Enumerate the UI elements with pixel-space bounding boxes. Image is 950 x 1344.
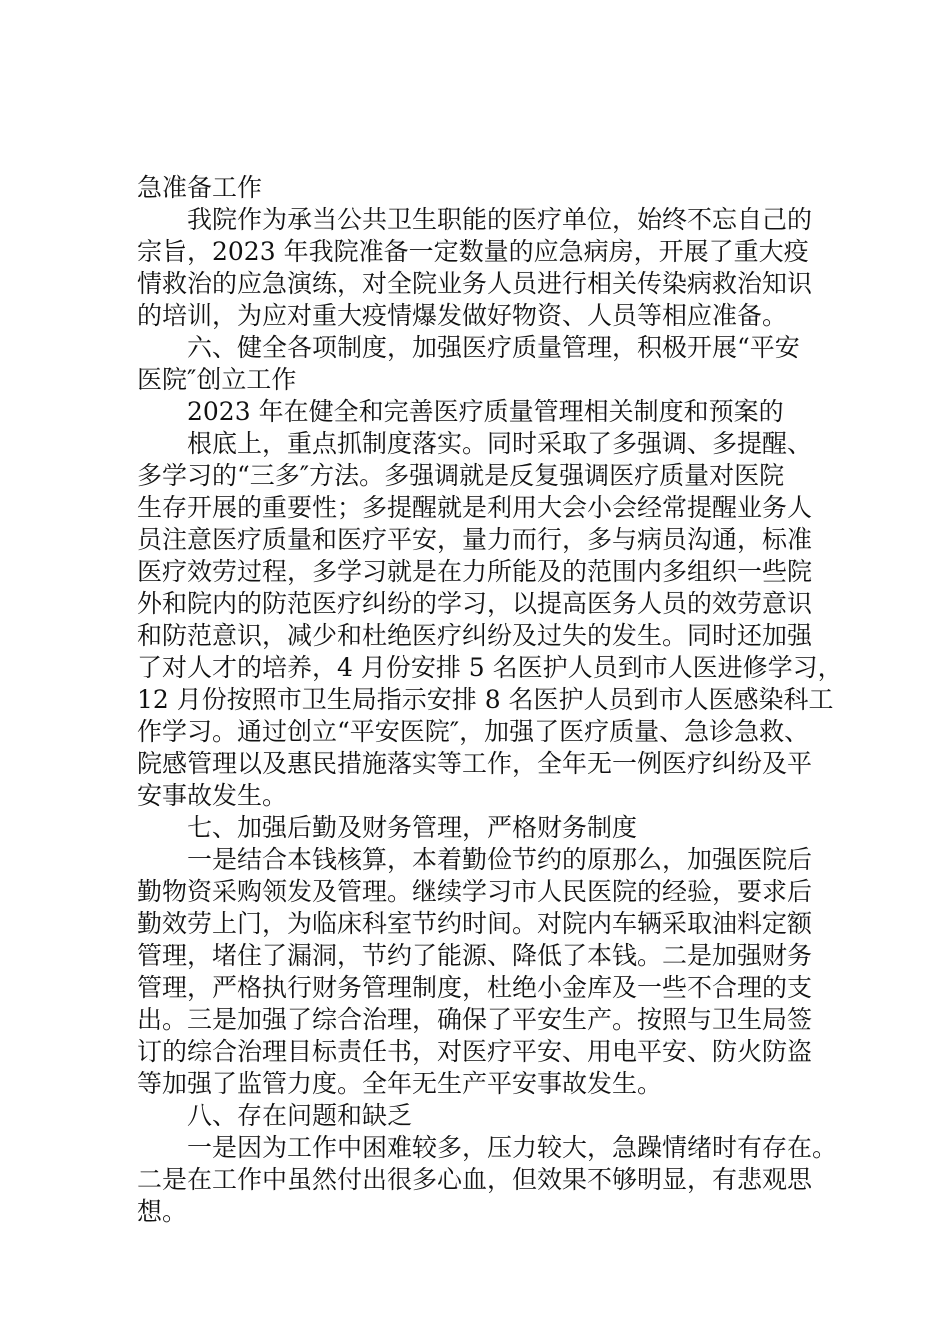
- text-line: 根底上，重点抓制度落实。同时采取了多强调、多提醒、: [187, 429, 813, 458]
- text-line: 想。: [137, 1197, 188, 1226]
- text-line: 员注意医疗质量和医疗平安，量力而行，多与病员沟通，标准: [137, 525, 813, 554]
- text-line: 等加强了监管力度。全年无生产平安事故发生。: [137, 1069, 663, 1098]
- text-line: 外和院内的防范医疗纠纷的学习，以提高医务人员的效劳意识: [137, 589, 813, 618]
- text-line: 情救治的应急演练，对全院业务人员进行相关传染病救治知识: [137, 269, 813, 298]
- text-line: 急准备工作: [137, 173, 263, 202]
- text-line: 勤物资采购领发及管理。继续学习市人民医院的经验，要求后: [137, 877, 813, 906]
- text-line: 2023 年在健全和完善医疗质量管理相关制度和预案的: [187, 397, 784, 426]
- text-line: 出。三是加强了综合治理，确保了平安生产。按照与卫生局签: [137, 1005, 813, 1034]
- text-line: 了对人才的培养，4 月份安排 5 名医护人员到市人医进修学习，: [137, 653, 843, 682]
- text-line: 一是因为工作中困难较多，压力较大，急躁情绪时有存在。: [187, 1133, 838, 1162]
- text-line: 一是结合本钱核算，本着勤俭节约的原那么，加强医院后: [187, 845, 813, 874]
- text-line: 宗旨，2023 年我院准备一定数量的应急病房，开展了重大疫: [137, 237, 809, 266]
- text-line: 的培训，为应对重大疫情爆发做好物资、人员等相应准备。: [137, 301, 788, 330]
- text-line: 我院作为承当公共卫生职能的医疗单位，始终不忘自己的: [187, 205, 813, 234]
- section-heading-continued: 医院″创立工作: [137, 365, 297, 394]
- text-line: 院感管理以及惠民措施落实等工作，全年无一例医疗纠纷及平: [137, 749, 813, 778]
- section-heading: 八、存在问题和缺乏: [187, 1101, 413, 1130]
- document-body: [137, 172, 843, 1228]
- text-line: 医疗效劳过程，多学习就是在力所能及的范围内多组织一些院: [137, 557, 813, 586]
- text-line: 安事故发生。: [137, 781, 288, 810]
- text-line: 订的综合治理目标责任书，对医疗平安、用电平安、防火防盗: [137, 1037, 813, 1066]
- text-line: 管理，堵住了漏洞，节约了能源、降低了本钱。二是加强财务: [137, 941, 813, 970]
- text-line: 生存开展的重要性；多提醒就是利用大会小会经常提醒业务人: [137, 493, 813, 522]
- text-line: 和防范意识，减少和杜绝医疗纠纷及过失的发生。同时还加强: [137, 621, 813, 650]
- text-line: 勤效劳上门，为临床科室节约时间。对院内车辆采取油料定额: [137, 909, 813, 938]
- text-line: 管理，严格执行财务管理制度，杜绝小金库及一些不合理的支: [137, 973, 813, 1002]
- section-heading: 六、健全各项制度，加强医疗质量管理，积极开展“平安: [187, 333, 800, 362]
- text-line: 12 月份按照市卫生局指示安排 8 名医护人员到市人医感染科工: [137, 685, 834, 714]
- section-heading: 七、加强后勤及财务管理，严格财务制度: [187, 813, 638, 842]
- text-line: 多学习的“三多″方法。多强调就是反复强调医疗质量对医院: [137, 461, 785, 490]
- text-line: 二是在工作中虽然付出很多心血，但效果不够明显，有悲观思: [137, 1165, 813, 1194]
- text-line: 作学习。通过创立“平安医院″，加强了医疗质量、急诊急救、: [137, 717, 810, 746]
